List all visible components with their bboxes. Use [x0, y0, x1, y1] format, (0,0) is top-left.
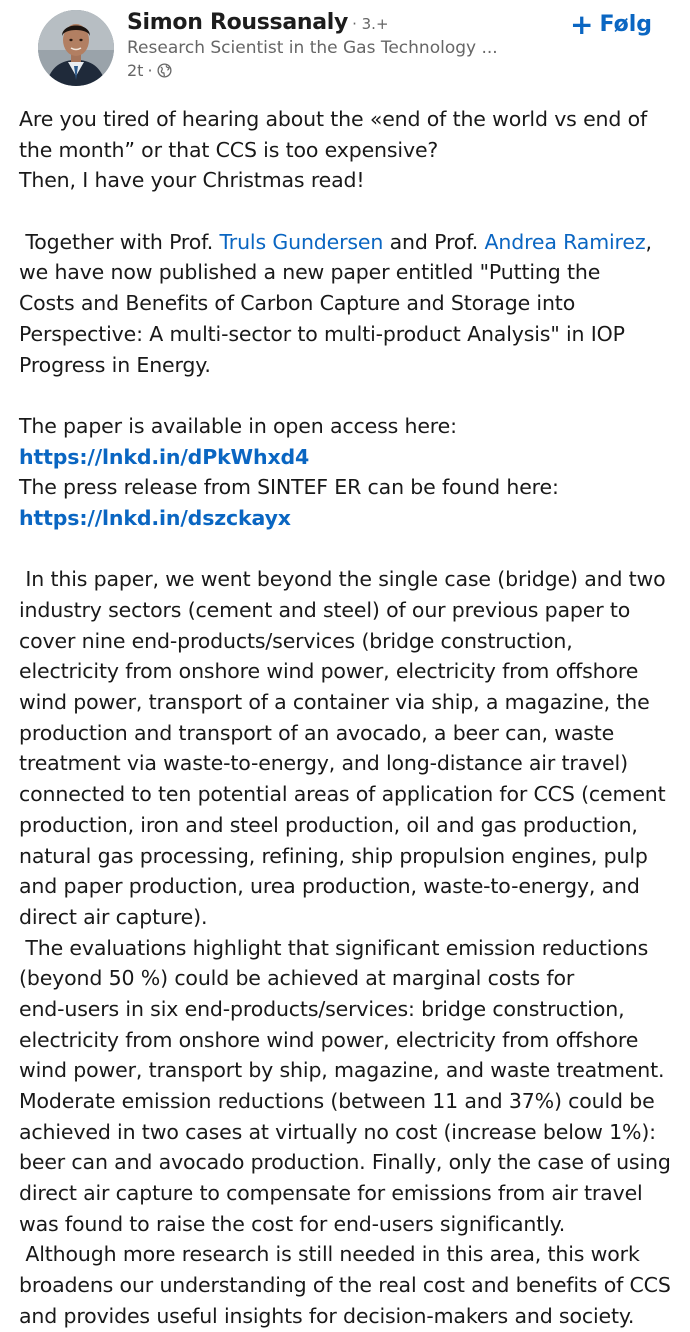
author-line: [127, 7, 597, 41]
mention-andrea-ramirez[interactable]: Andrea Ramirez: [484, 229, 646, 254]
connection-degree: · 3.+: [352, 15, 389, 33]
paper-link[interactable]: https://lnkd.in/dPkWhxd4: [19, 444, 310, 469]
paragraph-gap: [19, 196, 675, 227]
text-line: The press release from SINTEF ER can be found here:: [19, 475, 559, 500]
text-line: The paper is available in open access here:: [19, 413, 457, 438]
text-line: achieved in two cases at virtually no cost (increase below 1%):: [19, 1119, 656, 1144]
post-time: 2t: [127, 61, 144, 80]
text-line: direct air capture).: [19, 904, 208, 929]
text-segment: Together with Prof.: [19, 229, 220, 254]
text-line: The evaluations highlight that significant emission reductions: [19, 935, 649, 960]
text-line: industry sectors (cement and steel) of our previous paper to: [19, 598, 631, 622]
press-release-link[interactable]: https://lnkd.in/dszckayx: [19, 505, 291, 530]
text-line: production and transport of an avocado, a beer can, waste: [19, 720, 615, 745]
globe-icon: [157, 63, 172, 78]
text-line: Then, I have your Christmas read!: [19, 168, 365, 193]
text-line: natural gas processing, refining, ship propulsion engines, pulp: [19, 843, 648, 868]
text-line: the month” or that CCS is too expensive?: [19, 137, 439, 162]
text-line: we have now published a new paper entitled "Putting the: [19, 260, 601, 285]
author-headline[interactable]: Research Scientist in the Gas Technology ...: [127, 38, 498, 58]
paragraph-gap: [19, 534, 675, 565]
post-header: [19, 0, 671, 100]
text-line: production, iron and steel production, oil and gas production,: [19, 812, 638, 837]
post-meta: [127, 61, 597, 80]
text-line: was found to raise the cost for end-users significantly.: [19, 1211, 566, 1236]
text-line: Progress in Energy.: [19, 352, 211, 377]
text-line: treatment via waste-to-energy, and long-distance air travel): [19, 751, 628, 776]
avatar[interactable]: [38, 10, 114, 86]
text-line: (beyond 50 %) could be achieved at marginal costs for: [19, 966, 575, 991]
text-line: and provides useful insights for decision-makers and society.: [19, 1303, 635, 1328]
text-line: beer can and avocado production. Finally, only the case of using: [19, 1150, 671, 1175]
text-line: electricity from onshore wind power, electricity from offshore: [19, 659, 639, 684]
paper-link-line: [19, 442, 675, 473]
text-line: Moderate emission reductions (between 11 and 37%) could be: [19, 1089, 655, 1113]
text-line: and paper production, urea production, waste-to-energy, and: [19, 874, 640, 899]
text-line: Costs and Benefits of Carbon Capture and Storage into: [19, 291, 576, 316]
text-segment: and Prof.: [383, 229, 485, 254]
text-line: Are you tired of hearing about the «end of the world vs end of: [19, 107, 648, 131]
follow-button[interactable]: [569, 7, 652, 41]
paragraph-gap: [19, 380, 675, 411]
press-link-line: [19, 503, 675, 534]
text-line: end-users in six end-products/services: bridge construction,: [19, 996, 625, 1021]
text-line: connected to ten potential areas of application for CCS (cement: [19, 782, 666, 807]
author-block: [127, 7, 597, 80]
text-line: wind power, transport of a container via ship, a magazine, the: [19, 690, 650, 715]
follow-label: Følg: [599, 12, 652, 37]
text-line-mentions: [19, 227, 675, 258]
text-line: Although more research is still needed in this area, this work: [19, 1242, 640, 1267]
avatar-image: [38, 10, 114, 86]
plus-icon: +: [569, 7, 594, 41]
text-line: direct air capture to compensate for emissions from air travel: [19, 1181, 643, 1206]
mention-truls-gundersen[interactable]: Truls Gundersen: [219, 229, 384, 254]
text-line: electricity from onshore wind power, electricity from offshore: [19, 1027, 639, 1052]
text-line: cover nine end-products/services (bridge construction,: [19, 628, 573, 653]
meta-separator: ·: [147, 61, 153, 80]
author-name[interactable]: Simon Roussanaly: [127, 10, 349, 35]
text-segment: ,: [645, 229, 652, 254]
post-text: [19, 104, 675, 1332]
text-line: broadens our understanding of the real cost and benefits of CCS: [19, 1273, 671, 1298]
text-line: Perspective: A multi-sector to multi-product Analysis" in IOP: [19, 321, 625, 346]
text-line: In this paper, we went beyond the single case (bridge) and two: [19, 567, 666, 592]
text-line: wind power, transport by ship, magazine, and waste treatment.: [19, 1058, 665, 1083]
